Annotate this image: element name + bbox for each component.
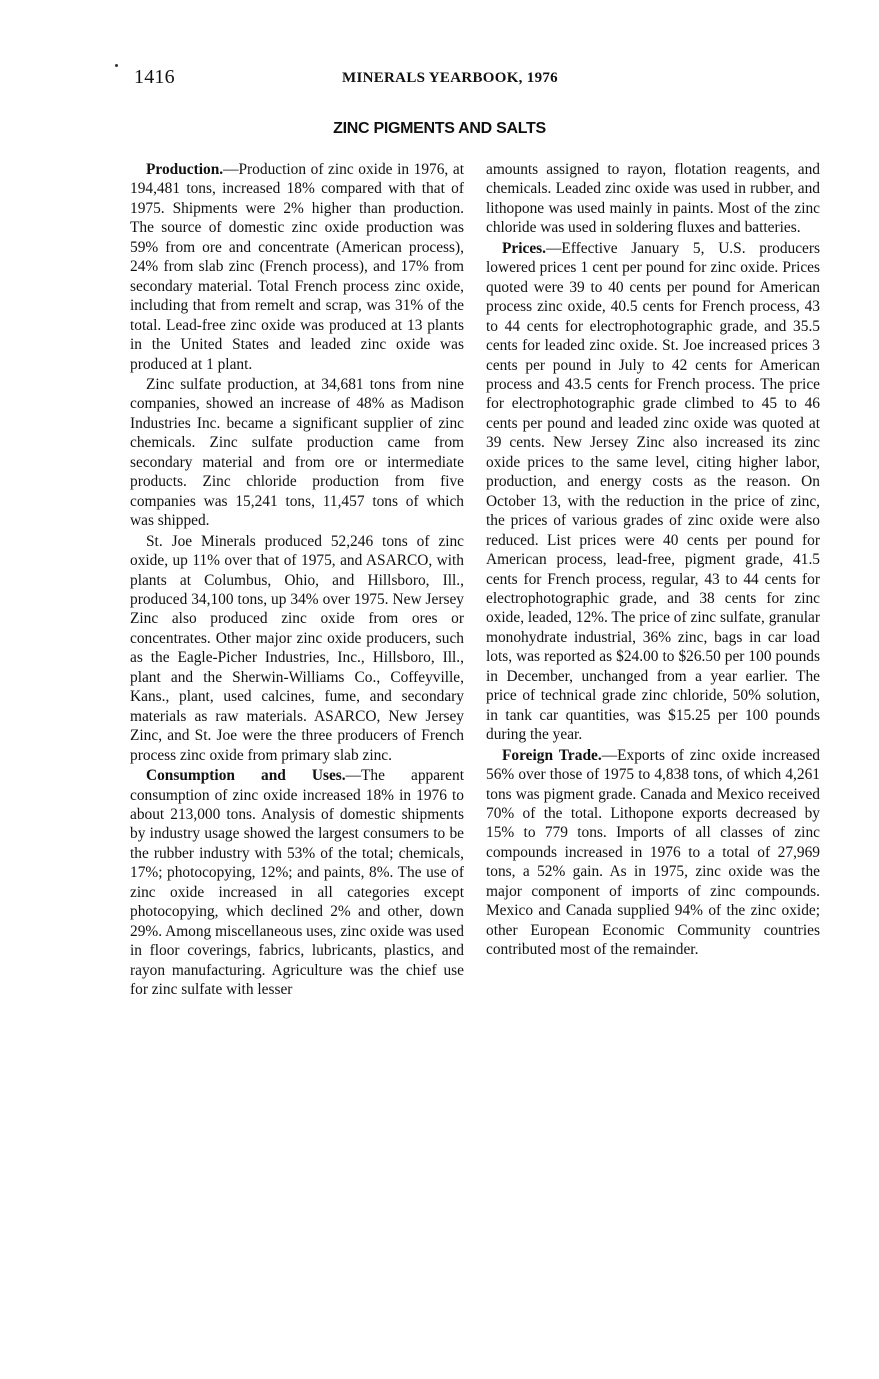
left-column (130, 160, 464, 999)
section-title: ZINC PIGMENTS AND SALTS (333, 120, 546, 137)
page-number: 1416 (134, 66, 175, 88)
paragraph-foreign-trade (486, 746, 820, 960)
paragraph-text: —The apparent consumption of zinc oxide increased 18% in 1976 to about 213,000 tons. Analysis of domestic shipments by industry usage showed the largest consumers to be the rubber industry with 53% of the total; chemicals, 17%; photocopying, 12%; and paints, 8%. The use of zinc oxide increased in all categories except photocopying, which declined 2% and other, down 29%. Among miscellaneous uses, zinc oxide was used in floor coverings, fabrics, lubricants, plastics, and rayon manufacturing. Agriculture was the chief use for zinc sulfate with lesser (130, 767, 464, 999)
paragraph-prices (486, 239, 820, 745)
paragraph-text: —Production of zinc oxide in 1976, at 194,481 tons, increased 18% compared with that of 1975. Shipments were 2% higher than production. The source of domestic zinc oxide production was 59% from ore and concentrate (American process), 24% from slab zinc (French process), and 17% from secondary material. Total French process zinc oxide, including that from remelt and scrap, was 31% of the total. Lead-free zinc oxide was produced at 13 plants in the United States and leaded zinc oxide was produced at 1 plant. (130, 161, 464, 373)
paragraph-zinc-sulfate: Zinc sulfate production, at 34,681 tons from nine companies, showed an increase of 48% as Madison Industries Inc. became a significant supplier of zinc chemicals. Zinc sulfate production came from secondary material and from ore or intermediate products. Zinc chloride production from five companies was 15,241 tons, 11,457 tons of which was shipped. (130, 375, 464, 530)
paragraph-producers: St. Joe Minerals produced 52,246 tons of zinc oxide, up 11% over that of 1975, and ASARCO, with plants at Columbus, Ohio, and Hillsboro, Ill., produced 34,100 tons, up 34% over 1975. New Jersey Zinc also produced zinc oxide from ores or concentrates. Other major zinc oxide producers, such as the Eagle-Picher Industries, Inc., Hillsboro, Ill., plant and the Sherwin-Williams Co., Coffeyville, Kans., plant, used calcines, fume, and secondary materials as raw materials. ASARCO, New Jersey Zinc, and St. Joe were the three producers of French process zinc oxide from primary slab zinc. (130, 532, 464, 764)
paragraph-consumption (130, 766, 464, 999)
scan-speck (115, 64, 118, 67)
paragraph-consumption-continued: amounts assigned to rayon, flotation reagents, and chemicals. Leaded zinc oxide was used in rubber, and lithopone was used mainly in paints. Most of the zinc chloride was used in soldering fluxes and batteries. (486, 161, 820, 237)
run-in-heading-foreign-trade: Foreign Trade. (502, 746, 602, 764)
paragraph-text: —Effective January 5, U.S. producers lowered prices 1 cent per pound for zinc oxide. Prices quoted were 39 to 40 cents per pound for American process zinc oxide, 40.5 cents for French process, 43 to 44 cents for electrophotographic grade, and 35.5 cents for leaded zinc oxide. St. Joe increased prices 3 cents per pound in July to 42 cents for American process and 43.5 cents for French process. The price for electrophotographic grade climbed to 45 to 46 cents per pound and leaded zinc oxide was quoted at 39 cents. New Jersey Zinc also increased its zinc oxide prices to the same level, citing higher labor, production, and energy costs as the reason. On October 13, with the reduction in the price of zinc, the prices of various grades of zinc oxide were also reduced. List prices were 40 cents per pound for American process, lead-free, pigment grade, 41.5 cents for French process, regular, 43 to 44 cents for electrophotographic grade, and 38 cents for zinc oxide, leaded, 12%. The price of zinc sulfate, granular monohydrate industrial, 36% zinc, bags in car load lots, was reported as $24.00 to $26.50 per 100 pounds in December, unchanged from a year earlier. The price of technical grade zinc chloride, 50% solution, in tank car quantities, was $15.25 per 100 pounds during the year. (486, 239, 820, 744)
running-title: MINERALS YEARBOOK, 1976 (342, 70, 558, 86)
run-in-heading-prices: Prices. (502, 239, 547, 257)
paragraph-text: —Exports of zinc oxide increased 56% over those of 1975 to 4,838 tons, of which 4,261 tons was pigment grade. Canada and Mexico received 70% of the total. Lithopone exports decreased by 15% to 779 tons. Imports of all classes of zinc compounds increased in 1976 to a total of 27,969 tons, a 52% gain. As in 1975, zinc oxide was the major component of imports of zinc compounds. Mexico and Canada supplied 94% of the zinc oxide; other European Economic Community countries contributed most of the remainder. (486, 746, 821, 959)
run-in-heading-production: Production. (146, 161, 224, 178)
paragraph-production (130, 160, 464, 374)
right-column (486, 160, 820, 960)
run-in-heading-consumption: Consumption and Uses. (146, 767, 346, 785)
